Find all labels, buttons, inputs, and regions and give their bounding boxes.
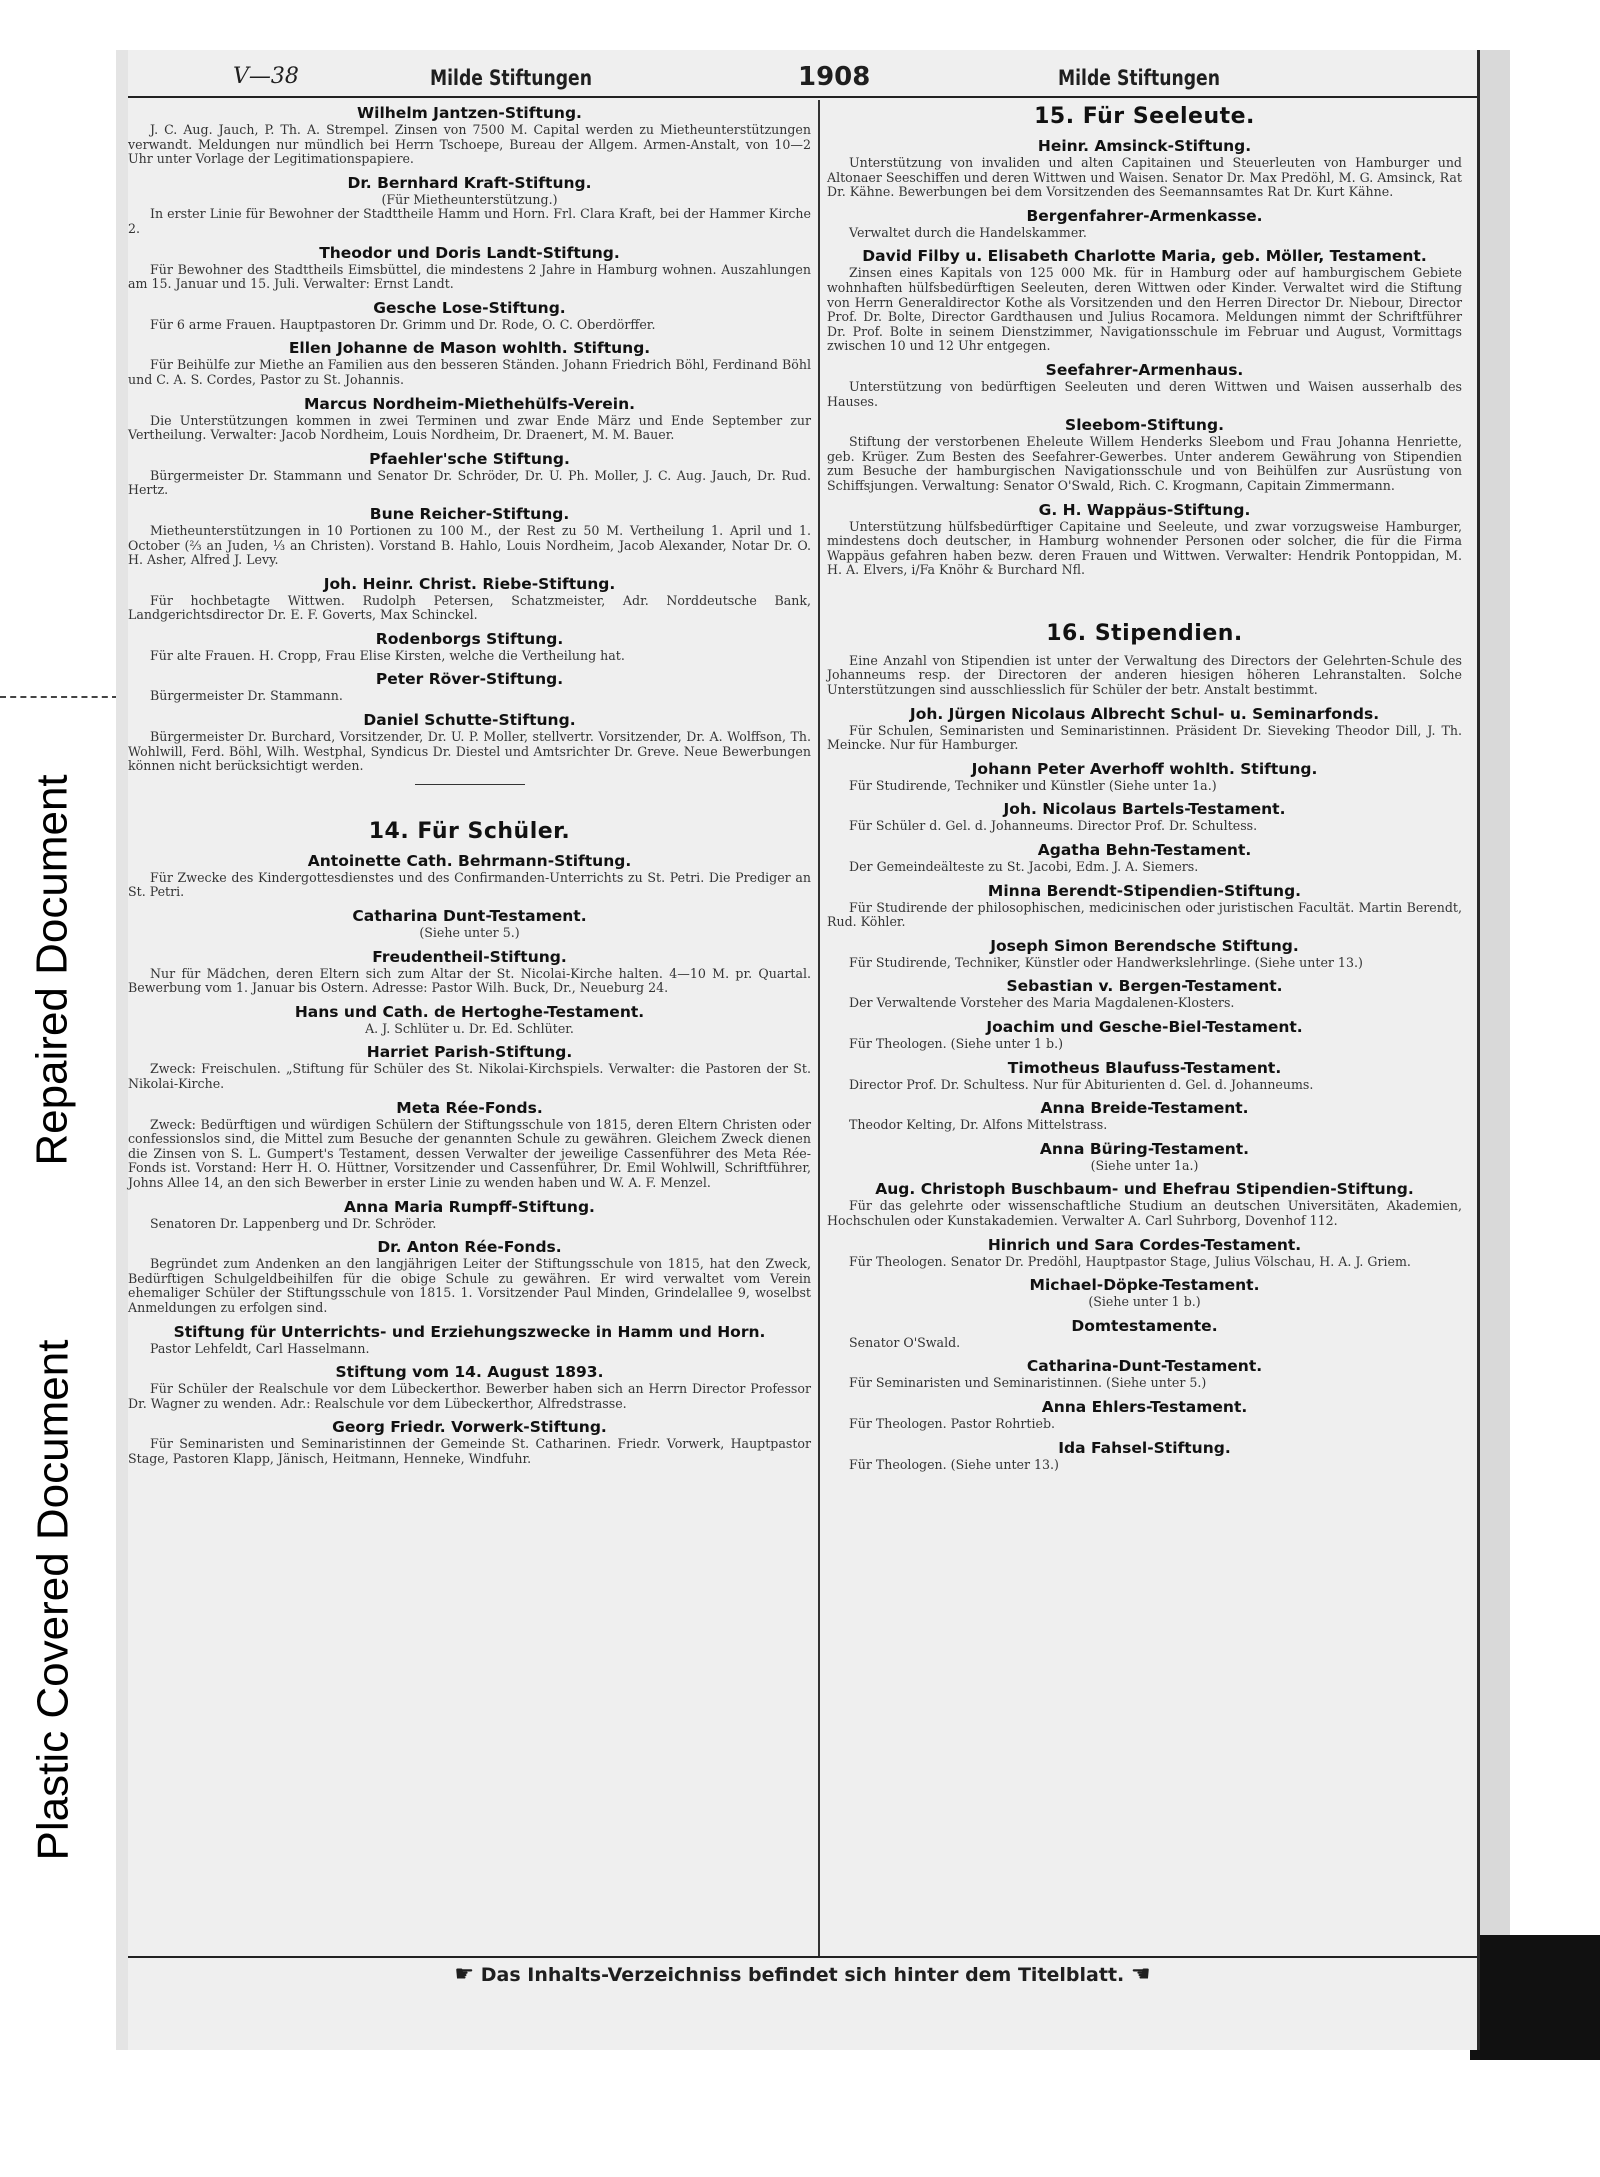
entry-title: Antoinette Cath. Behrmann-Stiftung. bbox=[307, 851, 632, 870]
entry bbox=[827, 1140, 1462, 1174]
entry bbox=[128, 299, 811, 333]
entry-text: Director Prof. Dr. Schultess. Nur für Abiturienten d. Gel. d. Johanneums. bbox=[849, 1076, 1314, 1092]
entry-text: Verwaltet durch die Handelskammer. bbox=[849, 224, 1087, 240]
entry-title: Stiftung für Unterrichts- und Erziehungszwecke in Hamm und Horn. bbox=[173, 1322, 766, 1341]
entry-title: Dr. Anton Rée-Fonds. bbox=[377, 1238, 562, 1257]
entry-title: Joachim und Gesche-Biel-Testament. bbox=[986, 1018, 1303, 1036]
entry-title: Ida Fahsel-Stiftung. bbox=[1058, 1438, 1231, 1457]
column-divider bbox=[818, 100, 820, 1956]
entry bbox=[128, 907, 811, 941]
pointing-hand-left-icon: ☚ bbox=[1130, 1962, 1151, 1987]
entry bbox=[128, 339, 811, 387]
entry bbox=[827, 1059, 1462, 1093]
entry bbox=[128, 711, 811, 774]
entry-text: Zweck: Bedürftigen und würdigen Schülern der Stiftungsschule von 1815, deren Eltern Christen oder confessionslos sind, die Mittel zum Besuche der genannten Schule zu gewähren. Gleichem Zweck dienen die Zinsen von S. L. Gumpert's Testament, dessen Verwalter der jeweilige Cassenführer des Meta Rée-Fonds ist. Vorstand: Herr H. O. Hüttner, Vorsitzender und Cassenführer, Dr. Emil Wohlwill, Schriftführer, Johns Allee 14, an den sich Bewerber in erster Linie zu wenden haben und W. A. F. Menzel. bbox=[128, 1116, 811, 1190]
entry-text: Theodor Kelting, Dr. Alfons Mittelstrass. bbox=[849, 1117, 1108, 1133]
footer-note bbox=[128, 1962, 1477, 1987]
entry-title: Hans und Cath. de Hertoghe-Testament. bbox=[294, 1002, 645, 1021]
entry bbox=[128, 1198, 811, 1232]
entry-text: Für Bewohner des Stadttheils Eimsbüttel, die mindestens 2 Jahre in Hamburg wohnen. Auszahlungen am 15. Januar und 15. Juli. Verwalter: Ernst Landt. bbox=[128, 261, 811, 292]
entry bbox=[128, 630, 811, 664]
entry-title: Catharina Dunt-Testament. bbox=[352, 907, 587, 926]
entry bbox=[827, 1236, 1462, 1270]
entry-text: Die Unterstützungen kommen in zwei Terminen und zwar Ende März und Ende September zur Vertheilung. Verwalter: Jacob Nordheim, Louis Nordheim, Dr. Draenert, M. M. Bauer. bbox=[128, 412, 811, 443]
footer-text: Das Inhalts-Verzeichniss befindet sich hinter dem Titelblatt. bbox=[480, 1964, 1125, 1986]
running-title-left: Milde Stiftungen bbox=[430, 66, 592, 90]
entry-subtitle: (Für Mietheunterstützung.) bbox=[381, 191, 558, 207]
repaired-document-label: Repaired Document bbox=[28, 774, 78, 1166]
entry-title: Agatha Behn-Testament. bbox=[1037, 841, 1252, 860]
section-heading-16: 16. Stipendien. bbox=[1046, 620, 1243, 646]
entry-title: David Filby u. Elisabeth Charlotte Maria, geb. Möller, Testament. bbox=[862, 247, 1427, 266]
entry-title: Rodenborgs Stiftung. bbox=[375, 629, 564, 648]
entry-title: Anna Büring-Testament. bbox=[1039, 1139, 1250, 1158]
entry bbox=[128, 1363, 811, 1411]
scan-corner-shadow bbox=[1470, 1935, 1600, 2060]
entry-text: Für alte Frauen. H. Cropp, Frau Elise Kirsten, welche die Vertheilung hat. bbox=[150, 647, 625, 663]
running-title-right: Milde Stiftungen bbox=[1058, 66, 1220, 90]
entry bbox=[827, 1018, 1462, 1052]
entry-title: Domtestamente. bbox=[1071, 1316, 1218, 1335]
page-header bbox=[128, 58, 1477, 100]
section-divider bbox=[415, 784, 525, 785]
header-rule bbox=[128, 96, 1477, 98]
entry bbox=[827, 137, 1462, 200]
entry bbox=[128, 450, 811, 498]
entry-text: Mietheunterstützungen in 10 Portionen zu 100 M., der Rest zu 50 M. Vertheilung 1. April und 1. October (⅔ an Juden, ⅓ an Christen). Vorstand B. Hahlo, Louis Nordheim, Jacob Alexander, Notar Dr. O. H. Asher, Alfred J. Levy. bbox=[128, 522, 811, 568]
plastic-covered-document-label: Plastic Covered Document bbox=[28, 1339, 78, 1861]
entry-title: Seefahrer-Armenhaus. bbox=[1045, 360, 1244, 379]
entry-title: Daniel Schutte-Stiftung. bbox=[363, 711, 576, 730]
entry bbox=[827, 841, 1462, 875]
entry-title: Meta Rée-Fonds. bbox=[396, 1098, 543, 1117]
entry-text: Senatoren Dr. Lappenberg und Dr. Schröder. bbox=[150, 1215, 437, 1231]
pointing-hand-right-icon: ☛ bbox=[454, 1962, 475, 1987]
entry bbox=[128, 948, 811, 996]
entry bbox=[827, 882, 1462, 930]
entry-title: Anna Breide-Testament. bbox=[1040, 1099, 1249, 1118]
entry bbox=[128, 104, 811, 167]
entry bbox=[827, 937, 1462, 971]
entry bbox=[827, 501, 1462, 578]
entry-title: Peter Röver-Stiftung. bbox=[375, 670, 564, 689]
entry-text: Für hochbetagte Wittwen. Rudolph Petersen, Schatzmeister, Adr. Norddeutsche Bank, Landgerichtsdirector Dr. E. F. Goverts, Max Schinckel. bbox=[128, 592, 811, 623]
right-column bbox=[827, 104, 1462, 1479]
entry-text: Für Zwecke des Kindergottesdienstes und des Confirmanden-Unterrichts zu St. Petri. Die Prediger an St. Petri. bbox=[128, 869, 811, 900]
entry bbox=[827, 416, 1462, 493]
page-edge-shadow bbox=[1480, 50, 1510, 2050]
entry bbox=[128, 1003, 811, 1037]
entry-text: Bürgermeister Dr. Stammann. bbox=[150, 688, 343, 704]
entry-title: Bune Reicher-Stiftung. bbox=[369, 504, 570, 523]
entry-text: Für Schulen, Seminaristen und Seminaristinnen. Präsident Dr. Sieveking Theodor Dill, J. Th. Meincke. Nur für Hamburger. bbox=[827, 722, 1462, 753]
entry-title: Georg Friedr. Vorwerk-Stiftung. bbox=[332, 1418, 607, 1437]
entry-title: Aug. Christoph Buschbaum- und Ehefrau Stipendien-Stiftung. bbox=[875, 1180, 1414, 1199]
entry-text: Für Schüler d. Gel. d. Johanneums. Director Prof. Dr. Schultess. bbox=[849, 818, 1258, 834]
entry bbox=[128, 1418, 811, 1466]
entry bbox=[827, 1099, 1462, 1133]
entry-title: Harriet Parish-Stiftung. bbox=[366, 1043, 573, 1062]
entry bbox=[128, 1099, 811, 1191]
entry bbox=[128, 395, 811, 443]
entry-text: Für Studirende, Techniker, Künstler oder Handwerkslehrlinge. (Siehe unter 13.) bbox=[849, 954, 1363, 970]
entry bbox=[128, 174, 811, 237]
entry-text: Senator O'Swald. bbox=[849, 1334, 961, 1350]
entry-subtitle: (Siehe unter 1 b.) bbox=[1088, 1294, 1201, 1310]
footer-rule bbox=[128, 1956, 1477, 1958]
entry-text: Unterstützung hülfsbedürftiger Capitaine und Seeleute, und zwar vorzugsweise Hamburger, mindestens doch deutscher, in Hamburg wohnender Personen oder solcher, die für die Firma Wappäus gefahren haben bezw. deren Frauen und Wittwen. Verwalter: Hendrik Pontoppidan, M. H. A. Elvers, i/Fa Knöhr & Burchard Nfl. bbox=[827, 518, 1462, 578]
entry-title: Dr. Bernhard Kraft-Stiftung. bbox=[347, 173, 592, 192]
entry bbox=[827, 1276, 1462, 1310]
entry-text: Für Studirende, Techniker und Künstler (Siehe unter 1a.) bbox=[849, 777, 1217, 793]
left-column bbox=[128, 104, 811, 1474]
entry bbox=[128, 244, 811, 292]
entry bbox=[827, 705, 1462, 753]
entry-text: Für Theologen. Senator Dr. Predöhl, Hauptpastor Stage, Julius Völschau, H. A. J. Griem. bbox=[849, 1253, 1411, 1269]
section-16-intro: Eine Anzahl von Stipendien ist unter der Verwaltung des Directors der Gelehrten-Schule des Johanneums resp. der Directoren der anderen hiesigen höheren Lehranstalten. Solche Unterstützungen sind ausschliesslich für Schüler der betr. Anstalt bestimmt. bbox=[827, 652, 1462, 698]
entry bbox=[827, 207, 1462, 241]
entry-text: Für das gelehrte oder wissenschaftliche Studium an deutschen Universitäten, Akademien, Hochschulen oder Kunstakademien. Verwalter A. Carl Suhrborg, Dovenhof 112. bbox=[827, 1198, 1462, 1228]
entry-text: Zinsen eines Kapitals von 125 000 Mk. für in Hamburg oder auf hamburgischem Gebiete wohnhaften hülfsbedürftigen Seeleuten, deren Wittwen oder Kinder. Verwaltet wird die Stiftung von Herrn Generaldirector Kothe als Vorsitzenden und den Herren Director Dr. Niebour, Director Prof. Dr. Bolte, Director Gardthausen und Julius Rocamora. Meldungen nimmt der Schriftführer Dr. Prof. Bolte in seinem Dienstzimmer, Navigationsschule im Februar und August, Vormittags zwischen 10 und 12 Uhr entgegen. bbox=[827, 265, 1462, 354]
entry bbox=[827, 247, 1462, 354]
entry bbox=[827, 1180, 1462, 1228]
entry-title: Catharina-Dunt-Testament. bbox=[1026, 1357, 1263, 1376]
entry-title: Pfaehler'sche Stiftung. bbox=[369, 449, 570, 468]
entry bbox=[128, 505, 811, 568]
entry-title: Hinrich und Sara Cordes-Testament. bbox=[987, 1235, 1302, 1254]
entry-title: Johann Peter Averhoff wohlth. Stiftung. bbox=[971, 759, 1318, 778]
entry-title: Gesche Lose-Stiftung. bbox=[373, 298, 566, 317]
entry bbox=[128, 670, 811, 704]
entry bbox=[128, 1323, 811, 1357]
section-heading-15: 15. Für Seeleute. bbox=[1034, 104, 1255, 129]
entry-text: Unterstützung von invaliden und alten Capitainen und Steuerleuten von Hamburger und Altonaer Seeschiffen und deren Wittwen und Waisen. Senator Dr. Max Predöhl, M. G. Amsinck, Rat Dr. Kähne. Bewerbungen bei dem Vorsitzenden des Seemannsamtes Rat Dr. Kurt Kähne. bbox=[827, 155, 1462, 200]
entry bbox=[827, 977, 1462, 1011]
entry bbox=[128, 575, 811, 623]
right-entries-b bbox=[827, 705, 1462, 1472]
entry-subtitle: (Siehe unter 1a.) bbox=[1090, 1157, 1199, 1173]
scanned-page bbox=[128, 50, 1480, 2050]
entry-text: Für Seminaristen und Seminaristinnen. (Siehe unter 5.) bbox=[849, 1375, 1207, 1391]
entry-title: Minna Berendt-Stipendien-Stiftung. bbox=[987, 881, 1302, 900]
entry-title: Wilhelm Jantzen-Stiftung. bbox=[357, 104, 582, 122]
entry-title: Stiftung vom 14. August 1893. bbox=[335, 1363, 604, 1382]
entry-text: Pastor Lehfeldt, Carl Hasselmann. bbox=[150, 1340, 370, 1356]
entry-text: Für Seminaristen und Seminaristinnen der Gemeinde St. Catharinen. Friedr. Vorwerk, Hauptpastor Stage, Pastoren Klapp, Jänisch, Heitmann, Henneke, Windfuhr. bbox=[128, 1436, 811, 1466]
right-entries-a bbox=[827, 137, 1462, 578]
entry-title: Timotheus Blaufuss-Testament. bbox=[1007, 1058, 1282, 1077]
left-entries-a bbox=[128, 104, 811, 774]
entry bbox=[827, 800, 1462, 834]
entry-subtitle: A. J. Schlüter u. Dr. Ed. Schlüter. bbox=[365, 1020, 574, 1036]
entry-title: Heinr. Amsinck-Stiftung. bbox=[1037, 137, 1252, 155]
entry-title: Theodor und Doris Landt-Stiftung. bbox=[319, 243, 620, 262]
entry bbox=[827, 1357, 1462, 1391]
entry-title: G. H. Wappäus-Stiftung. bbox=[1038, 500, 1251, 519]
entry-text: Bürgermeister Dr. Burchard, Vorsitzender, Dr. U. P. Moller, stellvertr. Vorsitzender, Dr. A. Wolffson, Th. Wohlwill, Ferd. Böhl, Wilh. Westphal, Syndicus Dr. Diestel und Amtsrichter Dr. Greve. Neue Bewerbungen können nicht berücksichtigt werden. bbox=[128, 729, 811, 774]
entry-title: Joh. Nicolaus Bartels-Testament. bbox=[1003, 800, 1286, 819]
entry bbox=[827, 1439, 1462, 1473]
entry bbox=[827, 1317, 1462, 1351]
entry-text: Bürgermeister Dr. Stammann und Senator Dr. Schröder, Dr. U. Ph. Moller, J. C. Aug. Jauch, Dr. Rud. Hertz. bbox=[128, 467, 811, 498]
entry-text: Für Theologen. (Siehe unter 1 b.) bbox=[849, 1036, 1064, 1051]
entry-text: Zweck: Freischulen. „Stiftung für Schüler des St. Nikolai-Kirchspiels. Verwalter: die Pastoren der St. Nikolai-Kirche. bbox=[128, 1061, 811, 1091]
entry-text: Stiftung der verstorbenen Eheleute Willem Henderks Sleebom und Frau Johanna Henriette, geb. Krüger. Zum Besten des Seefahrer-Gewerbes. Unter anderem Gewährung von Stipendien zum Besuche der hamburgischen Navigationsschule und von Beihülfen zur Ausrüstung von Schiffsjungen. Verwaltung: Senator O'Swald, Rich. C. Krogmann, Capitain Zimmermann. bbox=[827, 434, 1462, 493]
entry bbox=[827, 361, 1462, 409]
entry-title: Michael-Döpke-Testament. bbox=[1029, 1276, 1260, 1295]
entry-text: Nur für Mädchen, deren Eltern sich zum Altar der St. Nicolai-Kirche halten. 4—10 M. pr. Quartal. Bewerbung vom 1. Januar bis Ostern. Adresse: Pastor Wilh. Buck, Dr., Neueburg 24. bbox=[128, 965, 811, 996]
entry-text: Für Beihülfe zur Miethe an Familien aus den besseren Ständen. Johann Friedrich Böhl, Ferdinand Böhl und C. A. S. Cordes, Pastor zu St. Johannis. bbox=[128, 357, 811, 387]
entry-text: Für Theologen. (Siehe unter 13.) bbox=[849, 1456, 1059, 1472]
entry-text: Für Studirende der philosophischen, medicinischen oder juristischen Facultät. Martin Berendt, Rud. Köhler. bbox=[827, 899, 1462, 930]
entry-title: Anna Ehlers-Testament. bbox=[1041, 1397, 1248, 1416]
entry-title: Joseph Simon Berendsche Stiftung. bbox=[990, 936, 1299, 955]
entry-text: Der Verwaltende Vorsteher des Maria Magdalenen-Klosters. bbox=[849, 995, 1235, 1011]
entry-text: Der Gemeindeälteste zu St. Jacobi, Edm. J. A. Siemers. bbox=[849, 859, 1199, 875]
entry-title: Sleebom-Stiftung. bbox=[1065, 416, 1224, 435]
entry-text: Für 6 arme Frauen. Hauptpastoren Dr. Grimm und Dr. Rode, O. C. Oberdörffer. bbox=[150, 316, 656, 332]
page-year: 1908 bbox=[798, 62, 871, 92]
entry-text: Für Schüler der Realschule vor dem Lübeckerthor. Bewerber haben sich an Herrn Director Professor Dr. Wagner zu wenden. Adr.: Realschule vor dem Lübeckerthor, Alfredstrasse. bbox=[128, 1381, 811, 1411]
entry-title: Sebastian v. Bergen-Testament. bbox=[1006, 977, 1283, 996]
page-number: V—38 bbox=[233, 64, 299, 89]
entry-text: Unterstützung von bedürftigen Seeleuten und deren Wittwen und Waisen ausserhalb des Hauses. bbox=[827, 378, 1462, 409]
entry bbox=[827, 760, 1462, 794]
entry bbox=[128, 1043, 811, 1091]
entry-text: Für Theologen. Pastor Rohrtieb. bbox=[849, 1415, 1056, 1431]
section-spacer bbox=[827, 585, 1462, 621]
entry-text: Begründet zum Andenken an den langjährigen Leiter der Stiftungsschule von 1815, hat den Zweck, Bedürftigen Schulgeldbeihilfen für die obige Schule zu gewähren. Er wird verwaltet vom Verein ehemaliger Schüler der Stiftungsschule von 1815. 1. Vorsitzender Paul Minden, Grindelallee 9, woselbst Anmeldungen zu erfolgen sind. bbox=[128, 1256, 811, 1315]
entry-title: Ellen Johanne de Mason wohlth. Stiftung. bbox=[288, 339, 651, 358]
section-heading-14: 14. Für Schüler. bbox=[368, 818, 571, 844]
entry bbox=[128, 1238, 811, 1315]
entry-subtitle: (Siehe unter 5.) bbox=[419, 925, 520, 941]
entry-title: Joh. Heinr. Christ. Riebe-Stiftung. bbox=[323, 574, 616, 593]
entry-title: Freudentheil-Stiftung. bbox=[372, 947, 567, 966]
entry-title: Joh. Jürgen Nicolaus Albrecht Schul- u. Seminarfonds. bbox=[909, 704, 1380, 723]
entry-text: J. C. Aug. Jauch, P. Th. A. Strempel. Zinsen von 7500 M. Capital werden zu Mietheunterstützungen verwandt. Meldungen nur mündlich bei Herrn Tschoepe, Bureau der Allgem. Armen-Anstalt, von 10—2 Uhr unter Vorlage der Legitimationspapiere. bbox=[128, 122, 811, 167]
entry-title: Marcus Nordheim-Miethehülfs-Verein. bbox=[303, 394, 636, 413]
entry-title: Anna Maria Rumpff-Stiftung. bbox=[344, 1197, 595, 1216]
entry-text: In erster Linie für Bewohner der Stadttheile Hamm und Horn. Frl. Clara Kraft, bei der Hammer Kirche 2. bbox=[128, 206, 811, 236]
entry-title: Bergenfahrer-Armenkasse. bbox=[1026, 206, 1263, 225]
entry bbox=[128, 852, 811, 900]
entry bbox=[827, 1398, 1462, 1432]
left-entries-b bbox=[128, 852, 811, 1467]
